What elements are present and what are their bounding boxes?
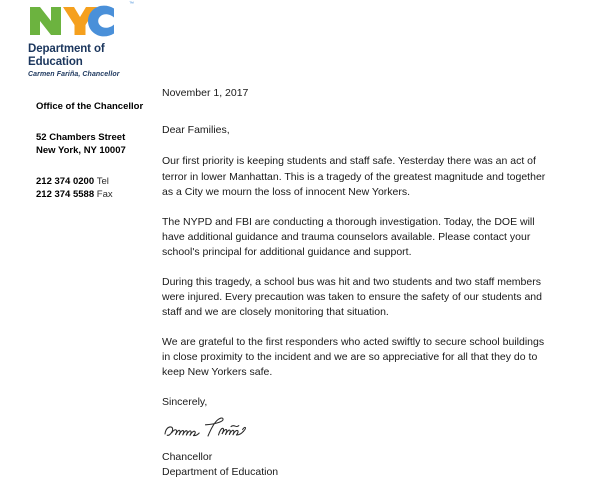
letterhead [28,1,158,78]
phone-label: Tel [96,176,109,187]
department-line-1: Department of [28,43,105,55]
phone-number: 212 374 0200 [36,176,95,187]
nyc-logo-icon [28,4,128,38]
closing: Sincerely, [162,395,208,408]
signer-title: Chancellor [162,451,213,463]
office-title: Office of the Chancellor [36,101,144,112]
chancellor-credit: Carmen Fariña, Chancellor [28,71,120,78]
letter-date: November 1, 2017 [162,87,249,99]
handwritten-signature-icon [162,410,262,446]
body-paragraph: We are grateful to the first responders who acted swiftly to secure school buildings in close proximity to the incident and we are so appreciative for all that they do to keep New Yorkers safe. [162,335,545,379]
fax-label: Fax [96,189,113,200]
street-address: 52 Chambers Street [36,132,126,143]
nyc-logo: ™ [28,4,128,38]
signer-block [162,450,412,479]
salutation: Dear Families, [162,124,230,137]
signature-area [162,410,412,479]
fax-number: 212 374 5588 [36,189,95,200]
department-line-2: Education [28,55,83,68]
address-block [36,100,166,201]
fax-line [36,188,166,201]
phone-line [36,175,166,188]
city-state-zip: New York, NY 10007 [36,145,126,156]
letter-body [162,86,554,410]
body-paragraph: During this tragedy, a school bus was hit and two students and two staff members were injured. Every precaution was taken to ensure the safety of our students and staff and we are closely monitoring that situation. [162,275,542,319]
body-paragraph: Our first priority is keeping students and staff safe. Yesterday there was an act of terror in lower Manhattan. This is a tragedy of the greatest magnitude and together as a City we mourn the loss of innocent New Yorkers. [162,155,546,198]
body-paragraph: The NYPD and FBI are conducting a thorough investigation. Today, the DOE will have additional guidance and trauma counselors available. Please contact your school's principal for additional guidance and support. [162,215,535,258]
signer-organization: Department of Education [162,465,279,478]
